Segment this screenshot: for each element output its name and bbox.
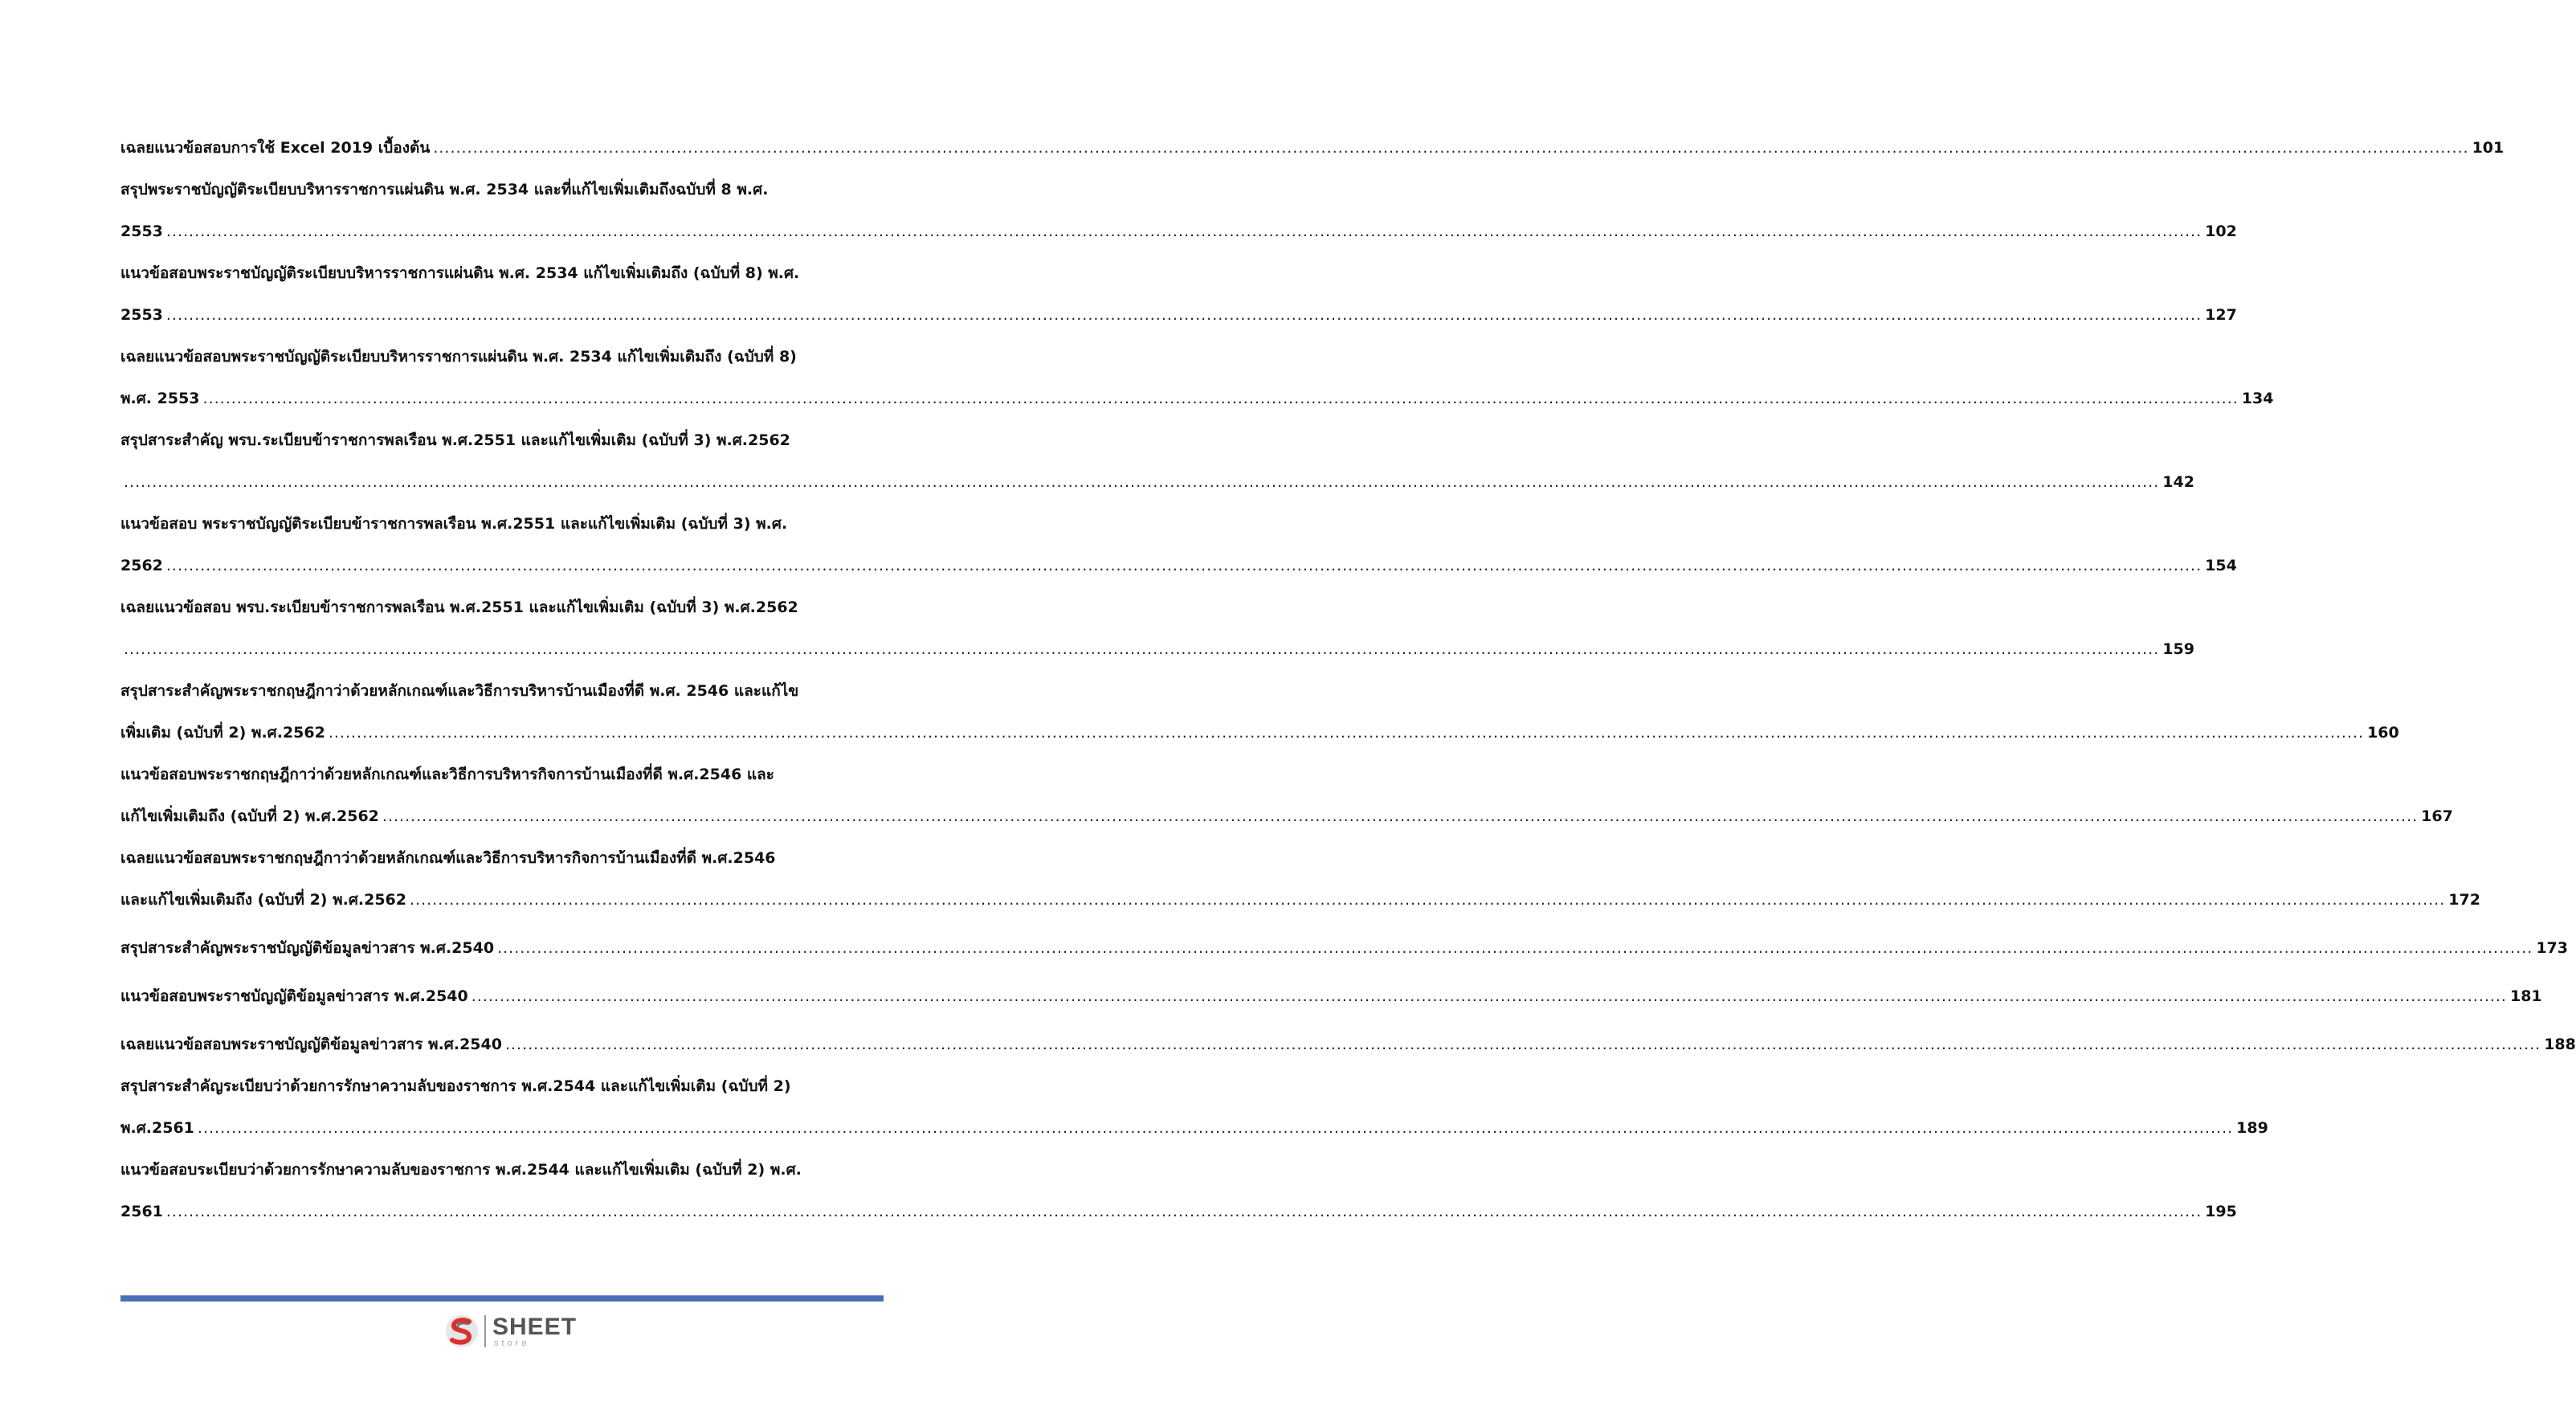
toc-entry-title: แนวข้อสอบระเบียบว่าด้วยการรักษาความลับของราชการ พ.ศ.2544 และแก้ไขเพิ่มเติม (ฉบับที่ 2) พ.ศ. (120, 1161, 802, 1179)
toc-entry-title: เฉลยแนวข้อสอบพระราชบัญญัติข้อมูลข่าวสาร พ.ศ.2540 (120, 1036, 502, 1053)
toc-entry-leader-line (120, 545, 2237, 586)
toc-entry-title: เฉลยแนวข้อสอบพระราชบัญญัติระเบียบบริหารราชการแผ่นดิน พ.ศ. 2534 แก้ไขเพิ่มเติมถึง (ฉบับที่ 8) (120, 348, 797, 366)
toc-page-number: 154 (2205, 557, 2237, 574)
toc-entry-leader-line (120, 294, 2237, 336)
table-of-contents (120, 121, 2576, 1232)
toc-entry[interactable] (120, 1024, 2576, 1065)
toc-entry-title: 2553 (120, 306, 163, 324)
toc-entry[interactable] (120, 252, 2237, 336)
dot-leader (329, 712, 2364, 754)
toc-entry[interactable] (120, 503, 2237, 586)
toc-page-number: 142 (2162, 473, 2194, 491)
toc-page-number: 172 (2448, 891, 2480, 909)
toc-entry-title: 2553 (120, 223, 163, 240)
dot-leader (166, 545, 2202, 586)
toc-entry-leader-line (120, 461, 2194, 503)
toc-entry[interactable] (120, 927, 2568, 969)
dot-leader (203, 378, 2239, 419)
sheet-logo-icon (444, 1314, 480, 1349)
toc-entry-title: แนวข้อสอบ พระราชบัญญัติระเบียบข้าราชการพลเรือน พ.ศ.2551 และแก้ไขเพิ่มเติม (ฉบับที่ 3) พ.ศ. (120, 515, 788, 533)
toc-entry-title: สรุปพระราชบัญญัติระเบียบบริหารราชการแผ่นดิน พ.ศ. 2534 และที่แก้ไขเพิ่มเติมถึงฉบับที่ 8 พ.ศ. (120, 181, 769, 198)
toc-entry-title: สรุปสาระสำคัญพระราชกฤษฎีกาว่าด้วยหลักเกณฑ์และวิธีการบริหารบ้านเมืองที่ดี พ.ศ. 2546 และแก้ไข (120, 682, 799, 700)
dot-leader (433, 127, 2468, 169)
toc-entry-title: และแก้ไขเพิ่มเติมถึง (ฉบับที่ 2) พ.ศ.2562 (120, 891, 406, 909)
toc-entry-leader-line (120, 1024, 2576, 1065)
toc-entry[interactable] (120, 1065, 2268, 1149)
toc-page-number: 159 (2162, 640, 2194, 658)
dot-leader (198, 1107, 2233, 1149)
footer-divider (120, 1295, 884, 1302)
toc-entry-leader-line (120, 795, 2453, 837)
toc-entry-leader-line (120, 712, 2399, 754)
toc-entry-title: เฉลยแนวข้อสอบ พรบ.ระเบียบข้าราชการพลเรือน พ.ศ.2551 และแก้ไขเพิ่มเติม (ฉบับที่ 3) พ.ศ.2562 (120, 599, 798, 616)
dot-leader (382, 795, 2418, 837)
toc-entry[interactable] (120, 586, 2194, 670)
toc-entry-title: 2561 (120, 1203, 163, 1220)
dot-leader (505, 1024, 2541, 1065)
toc-page-number: 195 (2205, 1203, 2237, 1220)
toc-entry-title: เฉลยแนวข้อสอบพระราชกฤษฎีกาว่าด้วยหลักเกณฑ์และวิธีการบริหารกิจการบ้านเมืองที่ดี พ.ศ.2546 (120, 849, 776, 867)
toc-entry-title: สรุปสาระสำคัญ พรบ.ระเบียบข้าราชการพลเรือน พ.ศ.2551 และแก้ไขเพิ่มเติม (ฉบับที่ 3) พ.ศ.2562 (120, 431, 790, 449)
toc-page-number: 134 (2241, 390, 2274, 407)
toc-entry-title: แก้ไขเพิ่มเติมถึง (ฉบับที่ 2) พ.ศ.2562 (120, 807, 379, 825)
toc-entry-title: เพิ่มเติม (ฉบับที่ 2) พ.ศ.2562 (120, 724, 325, 742)
toc-entry-leader-line (120, 975, 2542, 1017)
toc-entry-title: สรุปสาระสำคัญพระราชบัญญัติข้อมูลข่าวสาร พ.ศ.2540 (120, 939, 495, 957)
toc-page-number: 101 (2472, 139, 2505, 157)
toc-page-number: 102 (2205, 223, 2237, 240)
toc-entry[interactable] (120, 1149, 2237, 1232)
dot-leader (166, 210, 2202, 252)
toc-page-number: 188 (2544, 1036, 2576, 1053)
toc-entry[interactable] (120, 754, 2453, 837)
toc-entry-leader-line (120, 1191, 2237, 1232)
toc-entry-leader-line (120, 628, 2194, 670)
toc-entry-title: พ.ศ. 2553 (120, 390, 200, 407)
dot-leader (166, 294, 2202, 336)
logo-divider (484, 1315, 486, 1347)
dot-leader (124, 628, 2159, 670)
logo-name: SHEET (492, 1313, 578, 1340)
toc-page-number: 167 (2421, 807, 2453, 825)
toc-entry-title: แนวข้อสอบพระราชบัญญัติข้อมูลข่าวสาร พ.ศ.2540 (120, 987, 468, 1005)
toc-entry-leader-line (120, 378, 2274, 419)
toc-entry-title: แนวข้อสอบพระราชกฤษฎีกาว่าด้วยหลักเกณฑ์และวิธีการบริหารกิจการบ้านเมืองที่ดี พ.ศ.2546 และ (120, 766, 775, 783)
toc-page-number: 127 (2205, 306, 2237, 324)
dot-leader (124, 461, 2159, 503)
toc-entry[interactable] (120, 419, 2194, 503)
toc-entry-title: เฉลยแนวข้อสอบการใช้ Excel 2019 เบื้องต้น (120, 139, 431, 157)
toc-page-number: 189 (2236, 1119, 2268, 1137)
toc-entry-title: แนวข้อสอบพระราชบัญญัติระเบียบบริหารราชการแผ่นดิน พ.ศ. 2534 แก้ไขเพิ่มเติมถึง (ฉบับที่ 8) พ.ศ. (120, 264, 800, 282)
toc-entry[interactable] (120, 127, 2505, 169)
sheet-store-logo (444, 1312, 577, 1351)
toc-entry-leader-line (120, 879, 2480, 921)
toc-page-number: 173 (2536, 939, 2568, 957)
dot-leader (472, 975, 2507, 1017)
toc-entry[interactable] (120, 670, 2399, 754)
toc-entry-leader-line (120, 210, 2237, 252)
toc-page-number: 160 (2367, 724, 2399, 742)
toc-entry-title: พ.ศ.2561 (120, 1119, 194, 1137)
toc-entry-title: 2562 (120, 557, 163, 574)
toc-page-number: 181 (2509, 987, 2542, 1005)
logo-sub: store (494, 1338, 530, 1348)
toc-entry-leader-line (120, 1107, 2268, 1149)
dot-leader (410, 879, 2445, 921)
dot-leader (497, 927, 2533, 969)
toc-entry[interactable] (120, 336, 2274, 419)
dot-leader (166, 1191, 2202, 1232)
toc-entry-title: สรุปสาระสำคัญระเบียบว่าด้วยการรักษาความลับของราชการ พ.ศ.2544 และแก้ไขเพิ่มเติม (ฉบับที่ 2) (120, 1077, 791, 1095)
toc-entry[interactable] (120, 837, 2480, 921)
toc-entry-leader-line (120, 927, 2568, 969)
toc-entry[interactable] (120, 975, 2542, 1017)
toc-entry-leader-line (120, 127, 2505, 169)
logo-text (492, 1315, 577, 1348)
toc-entry[interactable] (120, 169, 2237, 252)
